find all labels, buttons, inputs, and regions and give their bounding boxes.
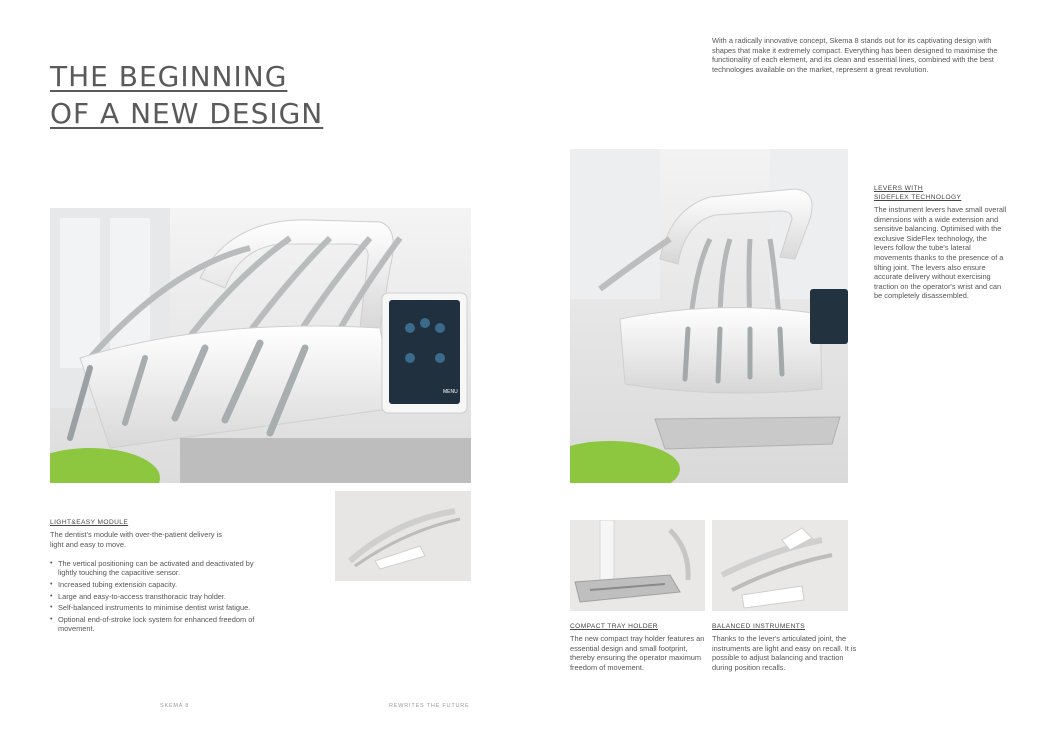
intro-paragraph: With a radically innovative concept, Skema 8 stands out for its captivating design with shapes that make it extremely compact. Everything has been designed to maximise the functionality of each element, and its clean and essential lines, combined with the best technologies available on the market, represent a great revolution. — [712, 36, 998, 74]
list-item: • Optional end-of-stroke lock system for enhanced freedom of movement. — [50, 615, 260, 634]
light-easy-bullet-list — [50, 559, 260, 636]
page-title — [50, 58, 370, 132]
compact-tray-heading: COMPACT TRAY HOLDER — [570, 623, 658, 630]
light-easy-module-inset-photo — [335, 491, 471, 581]
main-dental-module-photo — [50, 208, 471, 483]
screen-menu-label: MENU — [443, 389, 458, 395]
title-line-2: OF A NEW DESIGN — [50, 97, 324, 130]
levers-heading-line-2: SIDEFLEX TECHNOLOGY — [874, 194, 962, 201]
list-item: • Self-balanced instruments to minimise dentist wrist fatigue. — [50, 603, 260, 612]
sideflex-levers-photo — [570, 149, 848, 483]
levers-heading-line-1: LEVERS WITH — [874, 185, 924, 192]
light-easy-body: The dentist's module with over-the-patient delivery is light and easy to move. — [50, 530, 222, 549]
title-line-1: THE BEGINNING — [50, 60, 288, 93]
footer-center: REWRITES THE FUTURE — [389, 703, 470, 709]
balanced-instruments-photo — [712, 520, 848, 611]
balanced-instruments-heading: BALANCED INSTRUMENTS — [712, 623, 805, 630]
list-item: • Large and easy-to-access transthoracic tray holder. — [50, 592, 260, 601]
compact-tray-body: The new compact tray holder features an essential design and small footprint, thereby ensuring the operator maximum freedom of movement. — [570, 634, 705, 672]
compact-tray-holder-photo — [570, 520, 705, 611]
balanced-instruments-body: Thanks to the lever's articulated joint, the instruments are light and easy on recall. It is possible to adjust balancing and traction during position recalls. — [712, 634, 857, 672]
list-item: • Increased tubing extension capacity. — [50, 580, 260, 589]
list-item: • The vertical positioning can be activated and deactivated by lightly touching the capacitive sensor. — [50, 559, 260, 578]
footer-left: SKEMA 8 — [160, 703, 190, 709]
levers-body: The instrument levers have small overall dimensions with a wide extension and sensitive balancing. Optimised with the exclusive SideFlex technology, the levers follow the tube's lateral movements thanks to the presence of a tilting joint. The levers also ensure accurate delivery without exercising traction on the operator's wrist and can be completely disassembled. — [874, 205, 1007, 301]
light-easy-heading: LIGHT&EASY MODULE — [50, 519, 129, 526]
